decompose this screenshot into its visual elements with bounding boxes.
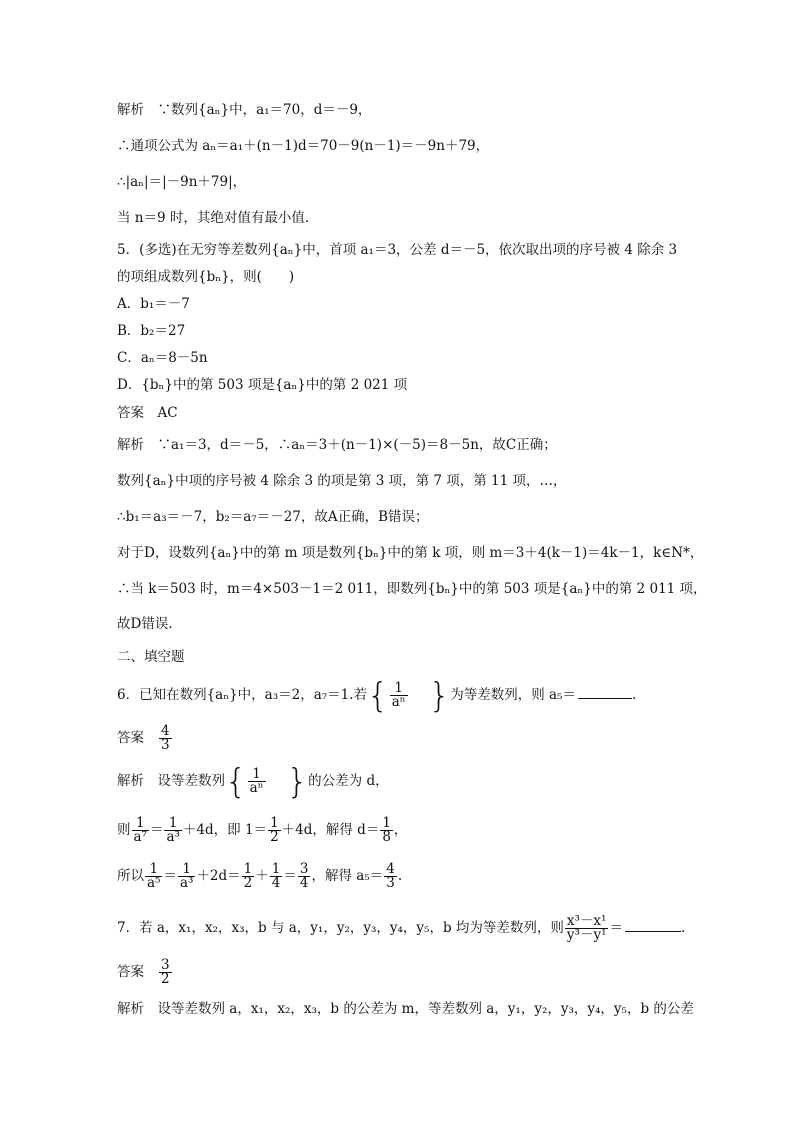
question-5-line-1: 5．(多选)在无穷等差数列{aₙ}中，首项 a₁＝3，公差 d＝－5，依次取出项的序号被 4 除余 3 <box>117 242 678 258</box>
solution-5-line-6: 故D错误． <box>117 616 182 632</box>
solution-4-line-3: ∴|aₙ|＝|－9n＋79|， <box>117 174 247 190</box>
option-d: D．{bₙ}中的第 503 项是{aₙ}中的第 2 021 项 <box>117 377 408 393</box>
solution-5-line-3: ∴b₁＝a₃＝－7，b₂＝a₇＝－27，故A正确，B错误； <box>117 509 429 525</box>
solution-4-line-4: 当 n＝9 时，其绝对值有最小值． <box>117 210 319 226</box>
answer-7: 答案 $\frac{3}{2}$ <box>117 957 170 987</box>
solution-5-line-4: 对于D，设数列{aₙ}中的第 m 项是数列{bₙ}中的第 k 项，则 m＝3＋4(k－1)＝4k－1，k∈N*， <box>117 545 704 561</box>
answer-5: 答案 AC <box>117 405 178 421</box>
question-6-text-pre: 6．已知在数列{aₙ}中，a₃＝2，a₇＝1.若 <box>117 687 368 703</box>
solution-5-line-1: 解析 ∵a₁＝3，d＝－5，∴aₙ＝3＋(n－1)×(－5)＝8－5n，故C正确； <box>117 437 557 453</box>
left-brace: { <box>367 675 389 716</box>
question-7: 7．若 a，x₁，x₂，x₃，b 与 a，y₁，y₂，y₃，y₄，y₅，b 均为等差数列，则 $\frac{\text{x³－x¹}}{\text{y³－y¹}}$ ＝ . <box>117 913 686 943</box>
answer-blank-6 <box>578 686 632 699</box>
answer-blank-7 <box>625 919 681 932</box>
option-a: A．b₁＝－7 <box>117 296 190 312</box>
section-heading: 二、填空题 <box>117 649 185 665</box>
solution-4-line-2: ∴通项公式为 aₙ＝a₁＋(n－1)d＝70－9(n－1)＝－9n＋79， <box>117 138 490 154</box>
solution-5-line-5: ∴当 k＝503 时，m＝4×503－1＝2 011，即数列{bₙ}中的第 503 项是{aₙ}中的第 2 011 项， <box>117 581 707 597</box>
option-b: B．b₂＝27 <box>117 323 186 339</box>
solution-6-line-3: 所以 $\frac{1}{\text{a⁵}}$ ＝ $\frac{1}{\text{a³}}$ ＋2d＝ $\frac{1}{2}$ ＋ $\frac{1}{4}$ ＝ $\frac{3}{4}$ ，解得 a₅＝ $\frac{4}{3}$ . <box>117 861 403 891</box>
solution-6-line-1: 解析 设等差数列 { $\frac{1}{\text{aⁿ}}$ } 的公差为 d， <box>117 761 389 802</box>
question-5-line-2: 的项组成数列{bₙ}，则( ) <box>117 269 295 285</box>
right-brace: } <box>428 675 451 716</box>
answer-label: 答案 <box>117 730 144 746</box>
question-6-text-post: 为等差数列，则 a₅＝ <box>450 687 576 703</box>
answer-6-fraction: $\frac{4}{3}$ <box>161 723 170 753</box>
fraction-1-over-an: $\frac{1}{\text{aⁿ}}$ <box>391 680 406 710</box>
question-7-fraction: $\frac{\text{x³－x¹}}{\text{y³－y¹}}$ <box>566 913 607 943</box>
solution-7-line-1: 解析 设等差数列 a，x₁，x₂，x₃，b 的公差为 m，等差数列 a，y₁，y₂，y₃，y₄，y₅，b 的公差 <box>117 1001 694 1017</box>
solution-6-line-2: 则 $\frac{1}{\text{a⁷}}$ ＝ $\frac{1}{\text{a³}}$ ＋4d，即 1＝ $\frac{1}{2}$ ＋4d，解得 d＝ $\frac{1}{8}$ ， <box>117 815 408 845</box>
answer-6 <box>117 720 173 756</box>
option-c: C．aₙ＝8－5n <box>117 350 208 366</box>
sequence-brace <box>367 675 451 716</box>
solution-5-line-2: 数列{aₙ}中项的序号被 4 除余 3 的项是第 3 项，第 7 项，第 11 项，…， <box>117 473 567 489</box>
question-6: 6．已知在数列{aₙ}中，a₃＝2，a₇＝1.若 { $\frac{1}{\text{aⁿ}}$ } 为等差数列，则 a₅＝ . <box>117 675 637 716</box>
solution-4-line-1: 解析 ∵数列{aₙ}中，a₁＝70，d＝－9， <box>117 102 372 118</box>
